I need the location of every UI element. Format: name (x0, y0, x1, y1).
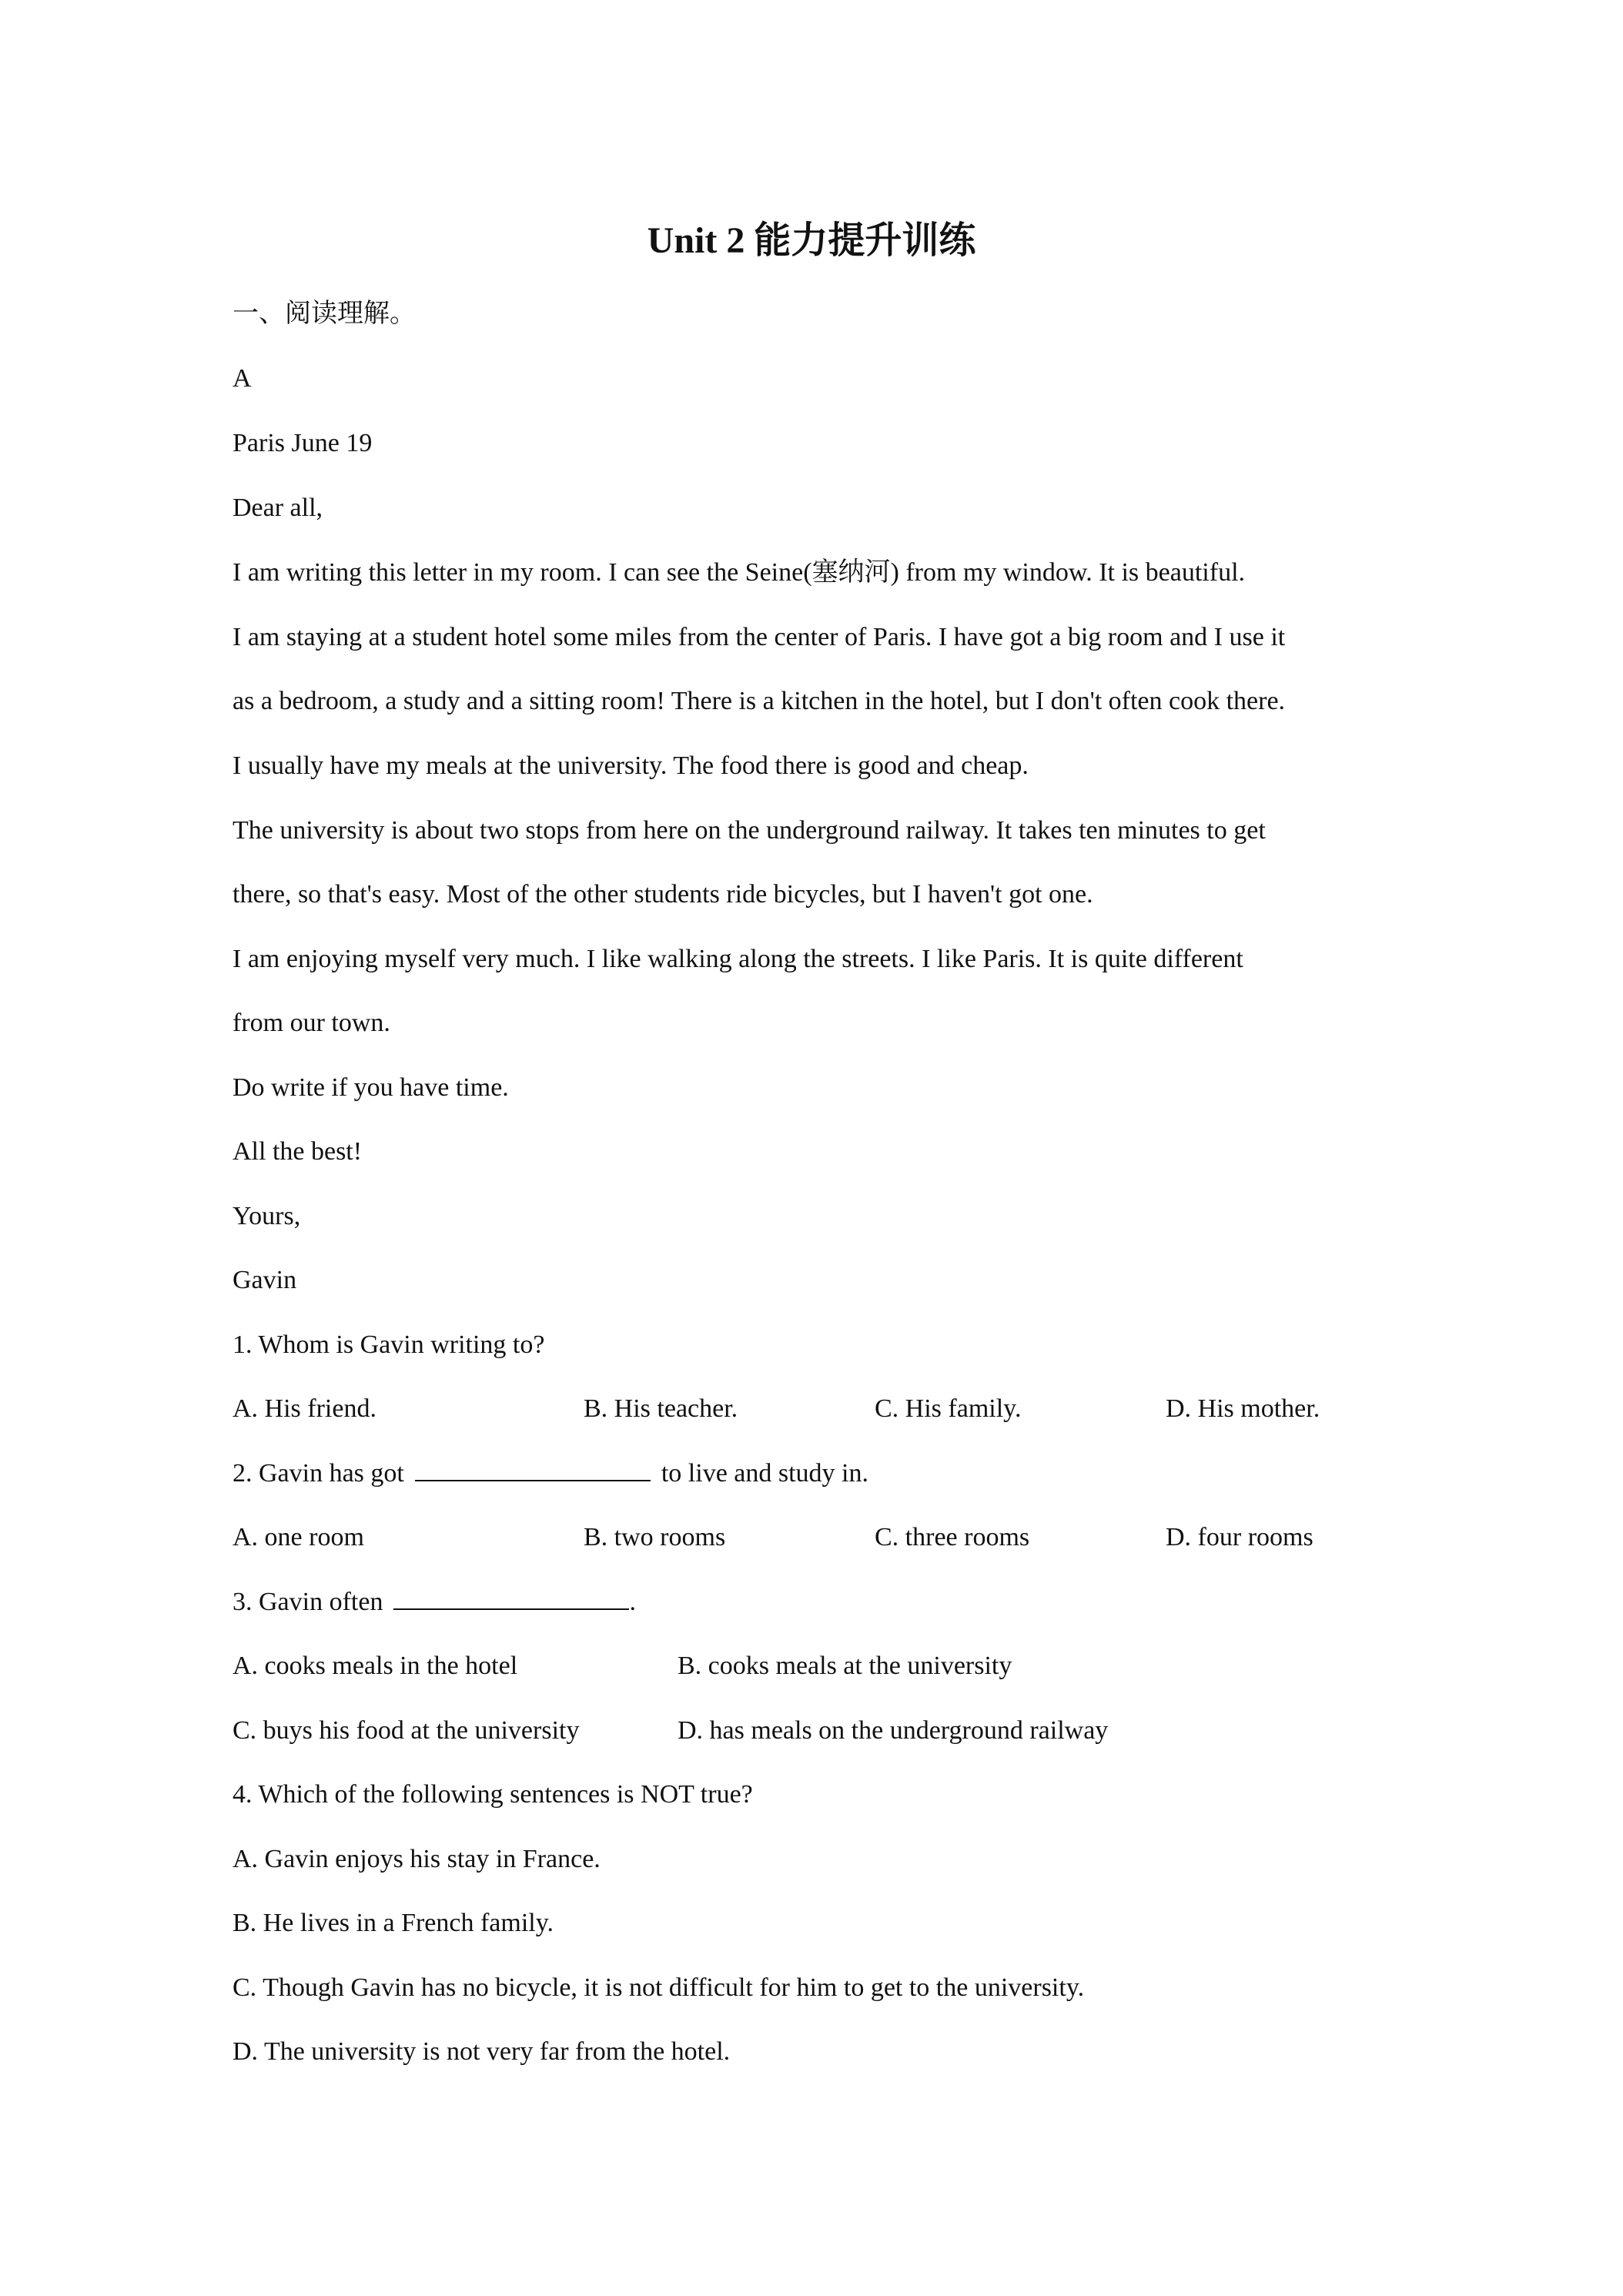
question-4-option-d: D. The university is not very far from the hotel. (233, 2037, 731, 2066)
question-3-stem-after: . (629, 1588, 636, 1616)
question-3-option-c: C. buys his food at the university (233, 1716, 580, 1745)
question-2-option-a: A. one room (233, 1523, 364, 1551)
question-2-stem (233, 1457, 868, 1491)
question-4-option-b: B. He lives in a French family. (233, 1909, 554, 1937)
question-1-option-b: B. His teacher. (584, 1394, 738, 1423)
letter-line: I am enjoying myself very much. I like walking along the streets. I like Paris. It is quite different (233, 945, 1243, 973)
letter-valediction: Yours, (233, 1202, 301, 1230)
letter-line: from our town. (233, 1009, 390, 1037)
question-1-stem: 1. Whom is Gavin writing to? (233, 1330, 545, 1359)
letter-greeting: Dear all, (233, 494, 323, 522)
question-3-option-a: A. cooks meals in the hotel (233, 1652, 518, 1680)
letter-dateline: Paris June 19 (233, 429, 373, 457)
letter-line: I usually have my meals at the university. The food there is good and cheap. (233, 751, 1029, 780)
question-4-option-c: C. Though Gavin has no bicycle, it is not difficult for him to get to the university. (233, 1973, 1085, 2002)
question-3-option-b: B. cooks meals at the university (678, 1652, 1012, 1680)
letter-line: there, so that's easy. Most of the other students ride bicycles, but I haven't got one. (233, 880, 1093, 909)
question-4-stem: 4. Which of the following sentences is NOT true? (233, 1780, 753, 1809)
question-1-option-d: D. His mother. (1166, 1394, 1320, 1423)
question-2-option-d: D. four rooms (1166, 1523, 1313, 1551)
question-2-stem-after: to live and study in. (661, 1459, 869, 1488)
letter-line: The university is about two stops from here on the underground railway. It takes ten minutes to get (233, 816, 1266, 845)
question-4-option-a: A. Gavin enjoys his stay in France. (233, 1845, 601, 1873)
question-3-option-d: D. has meals on the underground railway (678, 1716, 1109, 1745)
question-3-stem (233, 1585, 636, 1619)
question-1-option-a: A. His friend. (233, 1394, 376, 1423)
letter-line: I am writing this letter in my room. I can see the Seine(塞纳河) from my window. It is beautiful. (233, 558, 1246, 587)
letter-signature: Gavin (233, 1266, 297, 1294)
answer-blank (415, 1457, 651, 1481)
letter-line: as a bedroom, a study and a sitting room! There is a kitchen in the hotel, but I don't often cook there. (233, 687, 1286, 715)
question-2-option-b: B. two rooms (584, 1523, 726, 1551)
letter-line: I am staying at a student hotel some miles from the center of Paris. I have got a big room and I use it (233, 623, 1286, 651)
question-3-stem-before: 3. Gavin often (233, 1588, 383, 1616)
passage-label: A (233, 364, 252, 393)
question-2-option-c: C. three rooms (875, 1523, 1030, 1551)
section-heading: 一、阅读理解。 (233, 300, 416, 328)
question-1-option-c: C. His family. (875, 1394, 1022, 1423)
page-title: Unit 2 能力提升训练 (647, 220, 976, 261)
answer-blank (393, 1585, 629, 1610)
letter-closing: All the best! (233, 1137, 363, 1166)
letter-line: Do write if you have time. (233, 1073, 509, 1102)
question-2-stem-before: 2. Gavin has got (233, 1459, 404, 1488)
